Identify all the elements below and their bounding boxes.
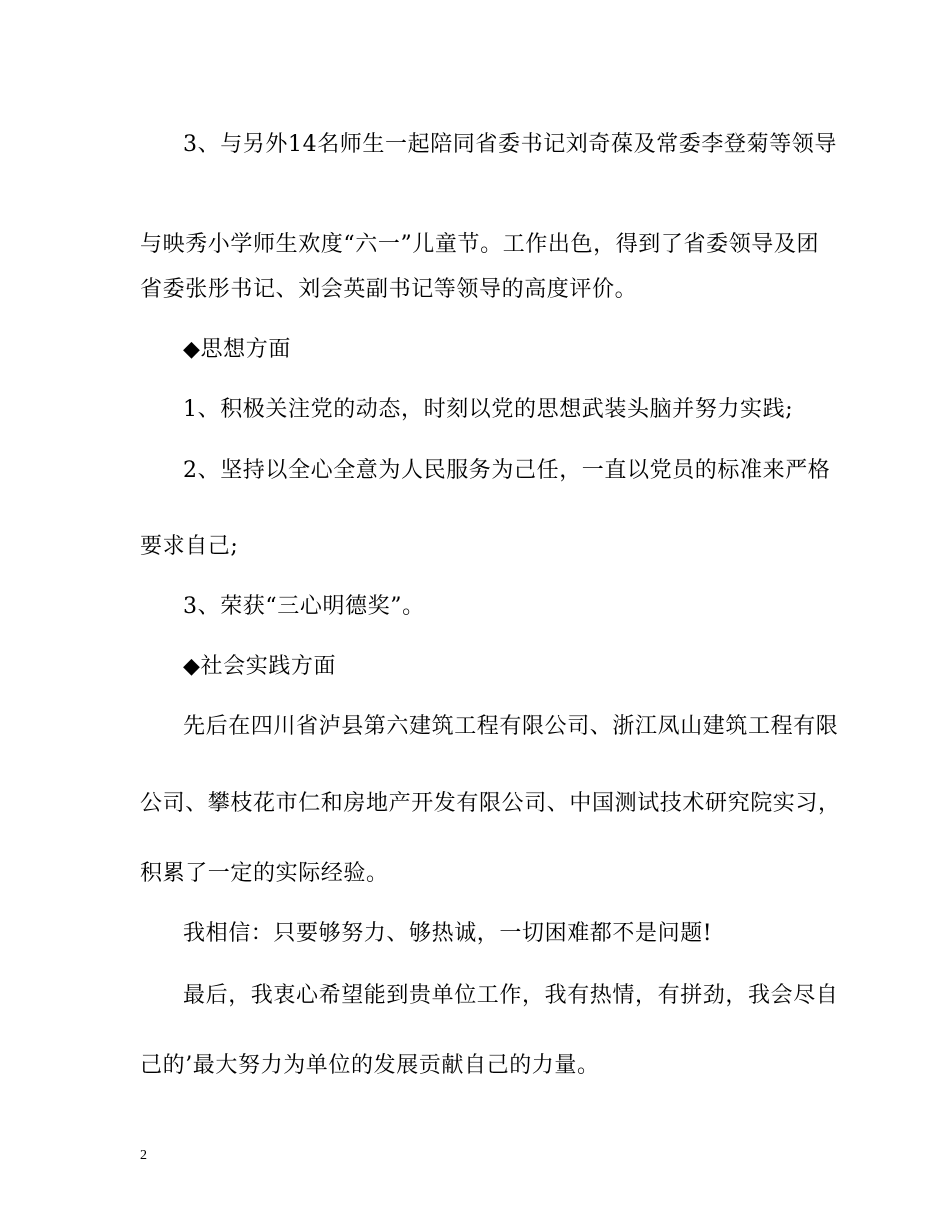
text-line: 2、坚持以全心全意为人民服务为己任，一直以党员的标准来严格	[183, 458, 831, 483]
text-line: 最后，我衷心希望能到贵单位工作，我有热情，有拼劲，我会尽自	[183, 983, 839, 1008]
text-line: 先后在四川省泸县第六建筑工程有限公司、浙江凤山建筑工程有限	[183, 714, 839, 739]
text-line: 1、积极关注党的动态，时刻以党的思想武装头脑并努力实践;	[183, 397, 794, 422]
text-line: 3、与另外14名师生一起陪同省委书记刘奇葆及常委李登菊等领导	[183, 132, 837, 157]
text-line: 要求自己;	[140, 534, 239, 559]
section-heading: ◆思想方面	[183, 337, 291, 362]
text-line: 我相信：只要够努力、够热诚，一切困难都不是问题!	[183, 921, 713, 946]
page-number: 2	[140, 1148, 147, 1163]
section-heading: ◆社会实践方面	[183, 654, 337, 679]
text-line: 己的’最大努力为单位的发展贡献自己的力量。	[140, 1053, 600, 1078]
text-line: 3、荣获“三心明德奖”。	[183, 594, 425, 619]
text-line: 省委张彤书记、刘会英副书记等领导的高度评价。	[140, 277, 638, 302]
text-line: 公司、攀枝花市仁和房地产开发有限公司、中国测试技术研究院实习，	[140, 791, 841, 816]
text-line: 与映秀小学师生欢度“六一”儿童节。工作出色，得到了省委领导及团	[140, 232, 820, 257]
text-line: 积累了一定的实际经验。	[140, 861, 389, 886]
